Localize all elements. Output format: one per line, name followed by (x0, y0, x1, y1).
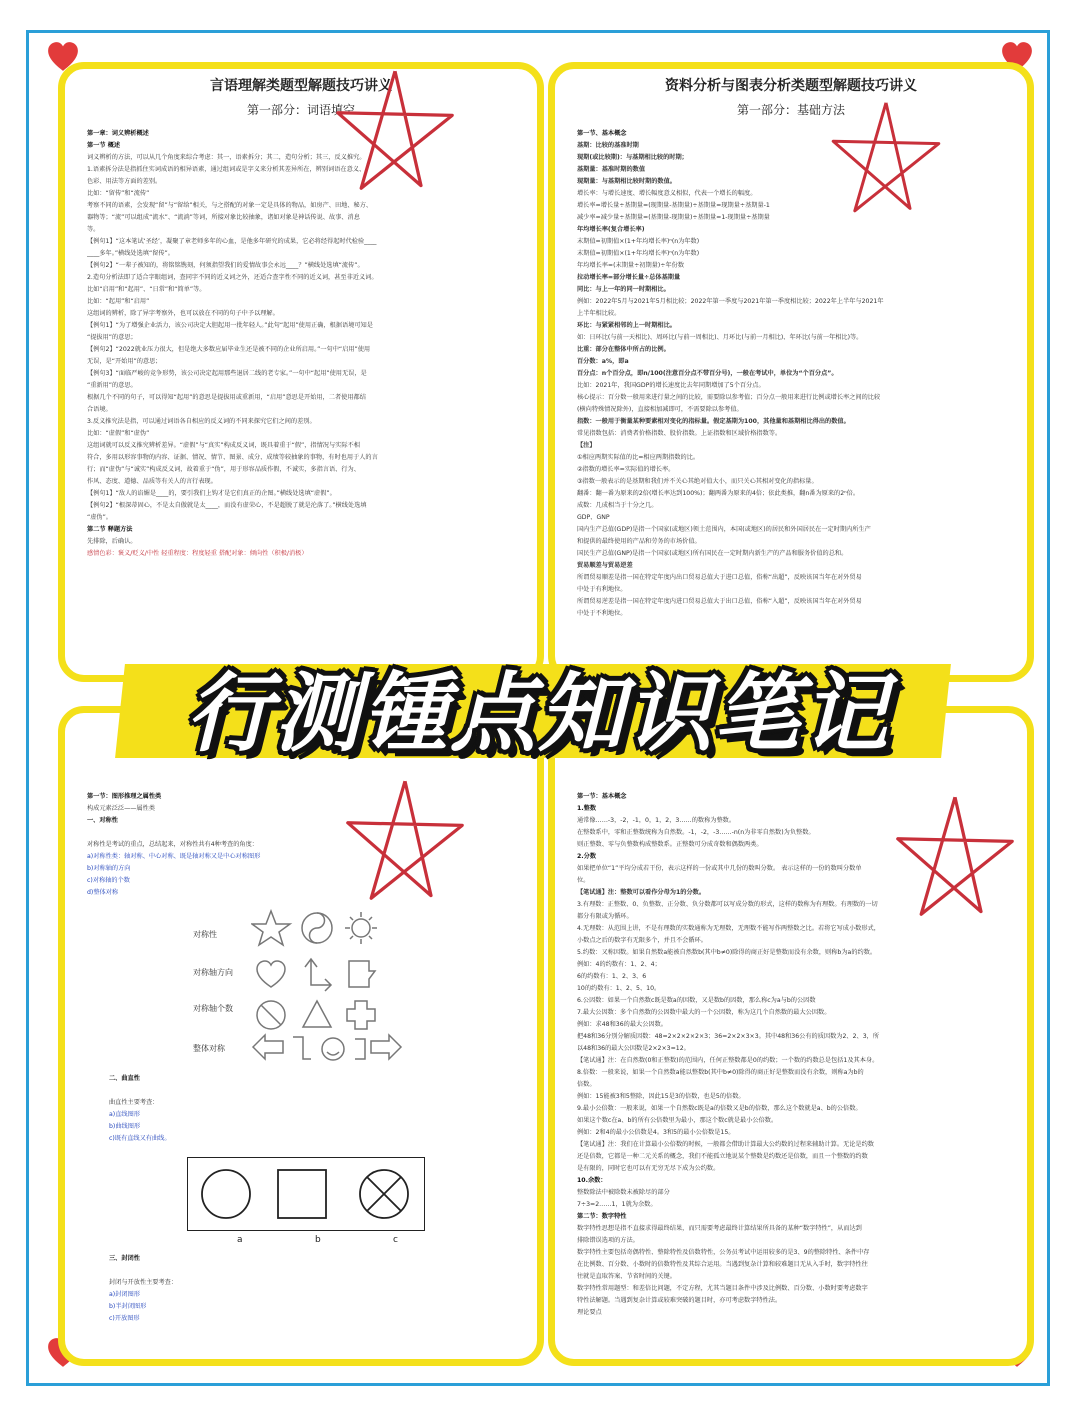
shape-row-label: 对称轴方向 (193, 968, 233, 977)
shape-row-label: 对称性 (193, 930, 217, 939)
text-line: 【例句1】“敌人的谄媚是____的，要引我们上钩才是它们真正的企图。”横线处选填“虚假”。 (87, 490, 336, 497)
text-line: 第二节 释题方法 (87, 526, 133, 533)
text-line: 翻番：翻一番为原来的2倍(增长率达到100%)；翻两番为原来的4倍；依此类推，翻n番为原来的2ⁿ倍。 (577, 490, 860, 497)
text-line: 年均增长率=(末期量÷初期量)÷年份数 (577, 262, 685, 269)
text-line: 比如：“起用”和“启用” (87, 298, 150, 305)
panel-body (65, 128, 537, 560)
text-line: 末期值=初期值×(1+年均增长率)ⁿ(n为年数) (577, 238, 700, 245)
text-line: 数字特性常用题型：和差倍比问题，不定方程，尤其当题目条件中涉及比例数、百分数、小数时要考虑数字 (577, 1285, 868, 1292)
shape-row-label: 整体对称 (193, 1044, 225, 1053)
text-line: 现期(或比较期)：与基期相比较的时期； (577, 154, 688, 161)
panel-data-analysis-notes (548, 62, 1034, 682)
text-line: 【例句2】“2022就业压力很大，但是绝大多数应届毕业生还是被不同的企业所启用。”一句中“启用”使用 (87, 346, 371, 353)
text-line: 这组词就可以反义推究辨析差异。“虚假”与“真实”构成反义词，既具着重于“假”，指情况与实际不相 (87, 442, 360, 449)
text-line (109, 1265, 544, 1277)
text-line: 指数：一般用于衡量某种要素相对变化的指标量。假定基期为100，其他量和基期相比得出的数值。 (577, 418, 850, 425)
text-line: 排除错误选项的方法。 (577, 1237, 639, 1244)
text-line: 上半年相比较。 (577, 310, 621, 317)
text-line: 第一节、基本概念 (577, 130, 627, 137)
text-line: 国内生产总值(GDP)是指一个国家(或地区)领土范围内，本国(或地区)的居民和外国居民在一定时期内所生产 (577, 526, 871, 533)
text-line: 第一节：基本概念 (577, 793, 627, 800)
text-line: 5.约数：又称因数。如果自然数a能被自然数b(其中b≠0)除得的商正好是整数而没有余数，则称b为a的约数。 (577, 949, 877, 956)
panel-body (555, 128, 1027, 620)
text-line: 比如：“虚假”和“虚伪” (87, 430, 150, 437)
text-line: 作风、态度、道德、品质等有关人的言行表现。 (87, 478, 217, 485)
text-line: 7.最大公因数：多个自然数的公因数中最大的一个公因数，称为这几个自然数的最大公因数。 (577, 1009, 831, 1016)
text-line: 【注】 (577, 442, 596, 449)
text-line: “虚伪”。 (87, 514, 112, 521)
text-line: 9.最小公倍数：一般来说，如果一个自然数c既是a的倍数又是b的倍数，那么这个数就是a、b的公倍数。 (577, 1105, 862, 1112)
text-line: 例如：求48和36的最大公因数。 (577, 1021, 667, 1028)
text-line: 第二节：数字特性 (577, 1213, 627, 1220)
text-line: b)对称轴的方向 (87, 865, 131, 872)
text-line: 这组词的辨析，除了异字考察外，也可以放在不同的句子中予以理解。 (87, 310, 279, 317)
text-line: ③指数一般表示的是基期和我们并不关心其绝对值大小，而只关心其相对变化的指标量。 (577, 478, 818, 485)
text-line: 如果把单位“1”平均分成若干份，表示这样的一份或其中几份的数叫分数。 表示这样的一份的数叫分数单 (577, 865, 862, 872)
text-line: 数字特性思想是指不直接求得最终结果，而只需要考虑最终计算结果所具备的某种“数字特性”，从而达到 (577, 1225, 862, 1232)
text-line: 所谓贸易顺差是指一国在特定年度内出口贸易总值大于进口总值，俗称“出超”，反映该国当年在对外贸易 (577, 574, 862, 581)
text-line: ____多年。”横线处选填“留传”。 (87, 250, 174, 257)
text-line: c)开放图形 (109, 1315, 140, 1322)
text-line (109, 1085, 544, 1097)
shape-row-label: 对称轴个数 (193, 1004, 233, 1013)
text-line: 如：日环比(与前一天相比)、周环比(与前一周相比)、月环比(与前一月相比)、年环比(与前一年相比)等。 (577, 334, 863, 341)
banner-title: 行测锺点知识笔记 (186, 664, 890, 764)
text-line: 整数除法中被除数未被除尽的部分 (577, 1189, 670, 1196)
text-line: 第一章：词义辨析概述 (87, 130, 149, 137)
text-line: 二、曲直性 (109, 1075, 140, 1082)
text-line: 等。 (87, 226, 100, 233)
red-star-icon (826, 98, 946, 218)
red-star-icon (340, 776, 470, 906)
text-line: 都分有限或为循环。 (577, 913, 633, 920)
text-line: 2.分数 (577, 853, 597, 860)
text-line: 例如：15能被3和5整除，因此15是3的倍数，也是5的倍数。 (577, 1093, 745, 1100)
text-line: c)既有直线又有曲线。 (109, 1135, 171, 1142)
text-line: 1.语素拆分法是指抓住实词成语的相异语素，通过组词或是字义来分析其差异所在，辨别词语在意义、 (87, 166, 366, 173)
title-banner (88, 650, 988, 778)
text-line: 同比：与上一年的同一时期相比。 (577, 286, 670, 293)
text-line: 拉动增长率=部分增长量÷总体基期量 (577, 274, 681, 281)
arrow-shape (305, 959, 331, 991)
text-line: 如果这个数c在a、b的所有公倍数里为最小，那这个数c就是最小公倍数。 (577, 1117, 778, 1124)
text-line: 【笔试通】注：整数可以看作分母为1的分数。 (577, 889, 706, 896)
flag-shape (349, 961, 375, 987)
bracket-shape (355, 1039, 365, 1059)
text-line: 中处于不利地位。 (577, 610, 627, 617)
text-line: 例如：2和4的最小公倍数是4。3和5的最小公倍数是15。 (577, 1129, 735, 1136)
text-line: b)半封闭图形 (109, 1303, 147, 1310)
text-line: 第一节：图形推理之属性类 (87, 793, 162, 800)
text-line: 往就是直取答案、节省时间的关键。 (577, 1273, 676, 1280)
text-line: 10的约数有：1、2、5、10。 (577, 985, 661, 992)
panel-language-notes (58, 62, 544, 682)
text-line: a)封闭图形 (109, 1291, 140, 1298)
text-line: c)对称轴的个数 (87, 877, 130, 884)
panel-body-curves (87, 1073, 544, 1145)
text-line: 增长率：与增长速度、增长幅度意义相似，代表一个增长的幅度。 (577, 190, 757, 197)
text-line: 例如：4的约数有：1、2、4； (577, 961, 661, 968)
text-line: 把48和36分别分解质因数：48=2×2×2×2×3；36=2×2×3×3。其中48和36公有的质因数为2、2、3，所 (577, 1033, 880, 1040)
text-line: 对称性是考试的重点，总结起来，对称性共有4种考查的角度： (87, 841, 258, 848)
text-line: 符合，多用以形容事物的内容、证据、情况、情节、图景、成分、成绩等较抽象的事物，有时也用于人的言 (87, 454, 378, 461)
text-line: 曲直性主要考查： (109, 1099, 159, 1106)
text-line: 比如：2021年，我国GDP的增长速度比去年同期增加了5个百分点。 (577, 382, 765, 389)
text-line: 倍数。 (577, 1081, 596, 1088)
text-line: 常见指数包括：消费者价格指数、股价指数。上证指数和区域价格指数等。 (577, 430, 782, 437)
panel-title: 言语理解类题型解题技巧讲义 (210, 78, 392, 94)
text-line: 第一节 概述 (87, 142, 121, 149)
text-line: 中处于有利地位。 (577, 586, 627, 593)
panel-graphic-reasoning-notes (58, 706, 544, 1366)
red-star-icon (890, 792, 1020, 922)
text-line: 2.造句分析法即了适合字眼组词，查同字不同的近义词之外，还适合查字性不同的近义词，甚至非近义词。 (87, 274, 378, 281)
panel-subtitle: 第一部分：基础方法 (736, 103, 845, 117)
text-line: 例如：2022年5月与2021年5月相比较；2022年第一季度与2021年第一季度相比较；2022年上半年与2021年 (577, 298, 884, 305)
text-line: 环比：与紧紧相邻的上一时期相比。 (577, 322, 676, 329)
text-line: 位。 (577, 877, 590, 884)
red-star-icon (330, 66, 460, 196)
text-line: 【例句1】“为了增强企业活力，该公司决定大胆起用一批年轻人。”此句“起用”使用正确，根据语境可知是 (87, 322, 373, 329)
text-line: 国民生产总值(GNP)是指一个国家(或地区)所有国民在一定时期内新生产的产品和服务价值的总和。 (577, 550, 848, 557)
text-line: 减少率=减少量÷基期量=(基期量-现期量)÷基期量=1-现期量÷基期量 (577, 214, 770, 221)
text-line: 3.有理数：正整数、0、负整数、正分数、负分数都可以写成分数的形式，这样的数称为有理数。有理数的一切 (577, 901, 878, 908)
text-line: 末期值=初期值×(1+年均增长率)ⁿ(n为年数) (577, 250, 700, 257)
text-line: a)对称性类：轴对称、中心对称、既是轴对称又是中心对称图形 (87, 853, 261, 860)
text-line: 无误，是“开始用”的意思； (87, 358, 162, 365)
text-line: 一、对称性 (87, 817, 118, 824)
text-line: 先排除，后确认。 (87, 538, 137, 545)
figure-label: b (315, 1235, 321, 1245)
text-line: 【例句1】“这本笔试‘圣经’，凝聚了章老师多年的心血，是他多年研究的成果，它必将经得起时代检验____ (87, 238, 377, 245)
text-line: 合语境。 (87, 406, 112, 413)
text-line: b)曲线图形 (109, 1123, 141, 1130)
star-shape (252, 911, 290, 945)
text-line: 小数点之后的数字有无限多个，并且不会循环。 (577, 937, 707, 944)
text-line: 行；而“虚伪”与“诚实”构成反义词，故着重于“伪”，用于形容品质作假，不诚实，多指言语、行为、 (87, 466, 360, 473)
text-line: 基期量：基准时期的数值 (577, 166, 646, 173)
right-arrow-shape (371, 1035, 401, 1059)
text-line: 成数：几成相当于十分之几。 (577, 502, 658, 509)
text-line: 构成元素泛泛——属性类 (87, 805, 156, 812)
figure-label: a (237, 1235, 243, 1245)
text-line: 现期量：与基期相比较时期的数值。 (577, 178, 676, 185)
text-line: a)直线图形 (109, 1111, 140, 1118)
text-line: 考察不同的语素，会发现“留”与“留给”相关，与之搭配的对象一定是具体的物品，如房产、田地、秘方、 (87, 202, 373, 209)
text-line: (横向特殊情况除外)，直接相加减即可，不需要除以参考值。 (577, 406, 743, 413)
text-line: 基期：比较的基准时期 (577, 142, 639, 149)
left-arrow-shape (253, 1035, 283, 1059)
text-line: 理论要点 (577, 1309, 602, 1316)
text-line: 特性法解题。当遇到复杂计算或较难突破的题目时，亦可考虑数字特性法。 (577, 1297, 782, 1304)
text-line: 10.余数： (577, 1177, 607, 1184)
text-line: GDP、GNP (577, 514, 610, 521)
cross-shape (347, 1001, 375, 1029)
text-line: 通常像……-3，-2，-1，0，1，2，3……的数称为整数。 (577, 817, 736, 824)
text-line: 还是倍数，它都是一种二元关系的概念，我们不能孤立地说某个整数是约数还是倍数，而且一个整数的约数 (577, 1153, 868, 1160)
text-line: 6的约数有：1、2、3、6 (577, 973, 647, 980)
text-line: 器物等；“流”可以组成“流水”、“流淌”等词，所接对象比较抽象，诸如对象是神话传说、故事、消息 (87, 214, 360, 221)
text-line: 以48和36的最大公因数是2×2×3=12。 (577, 1045, 690, 1052)
text-line: 封闭与开放性主要考查： (109, 1279, 178, 1286)
text-line: 感情色彩：褒义/贬义/中性 轻重程度：程度轻重 搭配对象：倾向性（积极/消极） (87, 550, 308, 557)
text-line: 年均增长率(复合增长率) (577, 226, 645, 233)
text-line: 和提供的最终使用的产品和劳务的市场价值。 (577, 538, 701, 545)
text-line: 根据几个不同的句子，可以得知“起用”的意思是提拔用或重新用，“启用”意思是开始用，二者使用都结 (87, 394, 366, 401)
sun-shape (352, 919, 370, 937)
text-line: “重新用”的意思。 (87, 382, 137, 389)
text-line: ②指数的增长率=实际值的增长率。 (577, 466, 675, 473)
text-line: 是有限的，同时它也可以有无穷无尽下成为公约数。 (577, 1165, 720, 1172)
text-line: 核心提示：百分数一般用来进行量之间的比较，需要除以参考值；百分点一般用来进行比例或增长率之间的比较 (577, 394, 881, 401)
letter-shape (293, 1037, 311, 1059)
text-line: 3.反义推究法是指，可以通过词语各自相应的反义词的不同来探究它们之间的差别。 (87, 418, 316, 425)
heart-shape (257, 961, 285, 987)
text-line: 色彩、用法等方面的差别。 (87, 178, 162, 185)
text-line: 比重：部分在整体中所占的比例。 (577, 346, 670, 353)
panel-body-closure (87, 1253, 544, 1325)
text-line: 比如：“留传”和“流传” (87, 190, 150, 197)
text-line: 6.公因数：如果一个自然数c既是数a的因数，又是数b的因数，那么称c为a与b的公因数 (577, 997, 816, 1004)
text-line: 在比例数、百分数、小数时的倍数特性及其综合运用。当遇到复杂计算和较难题目无从入手时，数字特性往 (577, 1261, 868, 1268)
panel-subtitle: 第一部分：词语填空 (246, 103, 355, 117)
text-line: ①相应两期实际值的比=相应两期指数的比。 (577, 454, 700, 461)
text-line: 7÷3=2……1，1就为余数。 (577, 1201, 657, 1208)
text-line: 三、封闭性 (109, 1255, 140, 1262)
text-line: 4.无理数：从范围上讲，不是有理数的实数通称为无理数，无理数不能写作两整数之比。若将它写成小数形式， (577, 925, 880, 932)
text-line: 则正整数、零与负整数构成整数系。正整数可分成奇数和偶数两类。 (577, 841, 763, 848)
panel-title: 资料分析与图表分析类题型解题技巧讲义 (665, 78, 917, 94)
text-line: 【例句2】“一辈子被知的，将铭铭镌刻，何须指望我们的爱情故事会永远____？”横线处选填“流传”。 (87, 262, 364, 269)
text-line: 【笔试通】注：在自然数(0和正整数)的范围内，任何正整数都是0的约数；一个数的约数总是包括1及其本身。 (577, 1057, 879, 1064)
example-figure-box (187, 1157, 425, 1231)
text-line: 数字特性主要包括奇偶特性、整除特性及倍数特性，公务员考试中运用较多的是3、9的整除特性、条件中存 (577, 1249, 870, 1256)
text-line: d)整体对称 (87, 889, 119, 896)
text-line: 【笔试通】注：我们在计算最小公倍数的时候，一般都会借助计算最大公约数的过程来辅助计算。无论是约数 (577, 1141, 874, 1148)
text-line: 1.整数 (577, 805, 597, 812)
text-line: 增长率=增长量÷基期量=(现期量-基期量)÷基期量=现期量÷基期量-1 (577, 202, 770, 209)
text-line: 所谓贸易逆差是指一国在特定年度内进口贸易总值大于出口总值，俗称“入超”，反映该国当年在对外贸易 (577, 598, 862, 605)
text-line: 【例句2】“根深蒂固心，不是太自傲就是太____，而没有虚荣心，不是超脱了就是沦落了。”横线处选填 (87, 502, 367, 509)
symmetry-shapes (251, 909, 431, 1069)
text-line: 词义辨析的方法，可以从几个角度来综合考虑：其一，语素拆分；其二，造句分析；其三，反义推究。 (87, 154, 366, 161)
text-line: “提拔用”的意思； (87, 334, 137, 341)
triangle-shape (303, 1001, 331, 1027)
text-line: 8.倍数：一般来说，如果一个自然数a能以整数b(其中b≠0)除得的商正好是整数而没有余数，则称a为b的 (577, 1069, 864, 1076)
circle-square-cross-shapes (188, 1158, 424, 1230)
smiley-shape (322, 1038, 344, 1060)
text-line: 百分点：n个百分点，即n/100(注意百分点不带百分号)，一般在考试中，单位为“个百分点”。 (577, 370, 838, 377)
figure-label: c (393, 1235, 398, 1245)
text-line: 【例句3】“面临严峻的竞争形势，该公司决定起用那些退居二线的老专家。”一句中“起用”使用无误，是 (87, 370, 367, 377)
text-line: 比如“启用”和“起用”、“日常”和“简单”等。 (87, 286, 206, 293)
text-line: 在整数系中，零和正整数统称为自然数。-1，-2，-3……-n(n为非零自然数)为负整数。 (577, 829, 815, 836)
text-line: 贸易顺差与贸易逆差 (577, 562, 633, 569)
text-line: 百分数：a%，即a (577, 358, 629, 365)
